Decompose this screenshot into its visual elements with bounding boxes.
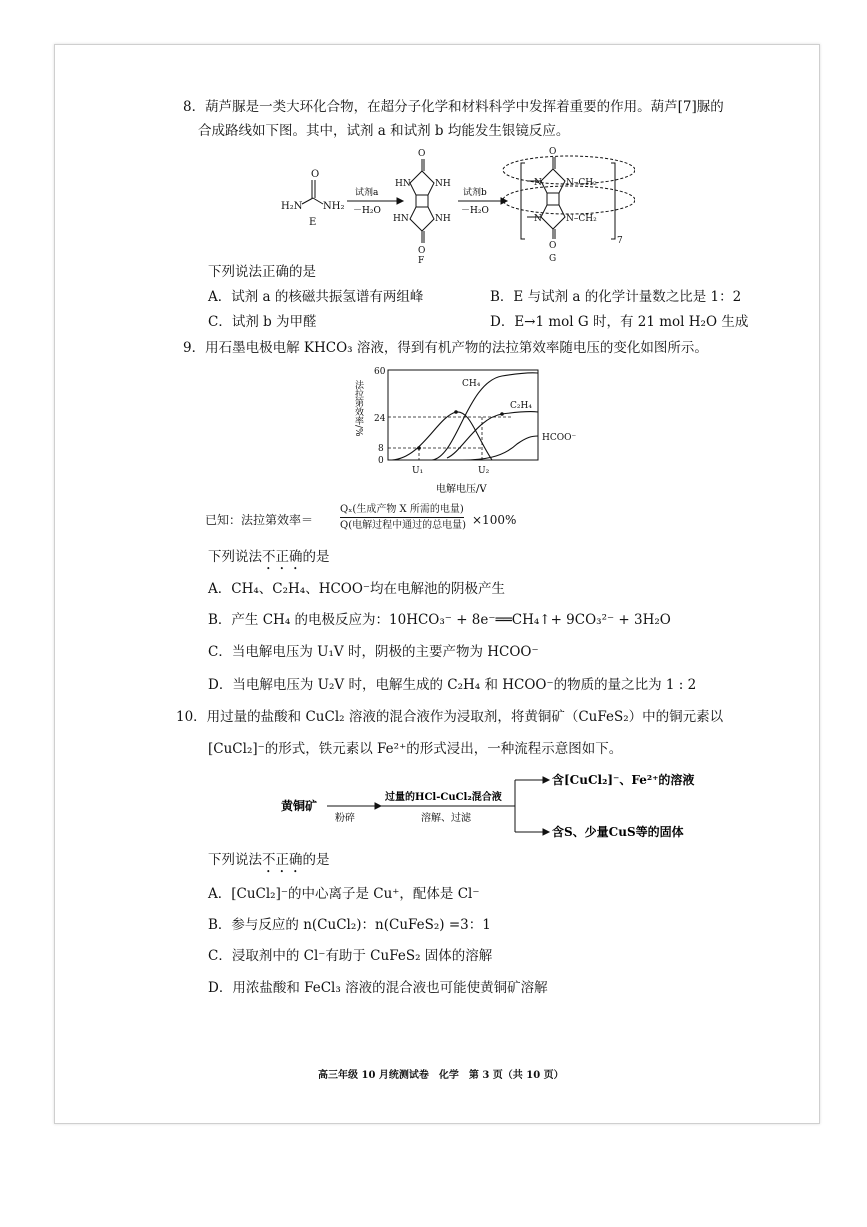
- q9-known-suffix: ×100%: [472, 513, 517, 527]
- label-c2h4: C₂H₄: [510, 401, 532, 411]
- q8-option-a: A．试剂 a 的核磁共振氢谱有两组峰: [208, 289, 424, 305]
- ytick-24: 24: [374, 414, 386, 424]
- q8-option-c: C．试剂 b 为甲醛: [208, 314, 317, 330]
- svg-text:O: O: [418, 149, 426, 159]
- page-footer: 高三年级 10 月统测试卷 化学 第 3 页（共 10 页）: [318, 1070, 564, 1081]
- q9-line1: 9．用石墨电极电解 KHCO₃ 溶液，得到有机产物的法拉第效率随电压的变化如图所示。: [183, 340, 708, 356]
- q9-option-d: D．当电解电压为 U₂V 时，电解生成的 C₂H₄ 和 HCOO⁻的物质的量之比为 1 : 2: [208, 677, 697, 693]
- q9-faraday-efficiency-chart: [352, 362, 582, 497]
- q9-option-c: C．当电解电压为 U₁V 时，阴极的主要产物为 HCOO⁻: [208, 644, 539, 660]
- chart-xlabel: 电解电压/V: [436, 484, 487, 495]
- label-ch4: CH₄: [462, 379, 481, 389]
- flow-out-solid: 含S、少量CuS等的固体: [552, 825, 684, 839]
- reagent-a: 试剂a: [355, 188, 379, 198]
- ytick-0: 0: [378, 456, 384, 466]
- svg-text:NH: NH: [435, 214, 451, 224]
- reagent-b: 试剂b: [463, 188, 487, 198]
- flow-ore: 黄铜矿: [281, 799, 318, 813]
- svg-text:O: O: [549, 241, 557, 251]
- svg-text:HN: HN: [393, 214, 409, 224]
- svg-text:O: O: [311, 169, 320, 180]
- q8-synthesis-scheme: [275, 143, 635, 263]
- label-G: G: [549, 254, 557, 263]
- svg-text:N: N: [534, 178, 542, 188]
- q9-known-numerator: Qₓ(生成产物 X 所需的电量): [340, 503, 464, 518]
- q9-option-b: B．产生 CH₄ 的电极反应为：10HCO₃⁻ + 8e⁻══CH₄↑+ 9CO₃²⁻ + 3H₂O: [208, 612, 671, 628]
- q10-option-b: B．参与反应的 n(CuCl₂)：n(CuFeS₂) =3：1: [208, 917, 491, 933]
- q8-option-b: B．E 与试剂 a 的化学计量数之比是 1：2: [490, 289, 742, 305]
- svg-text:O: O: [549, 147, 557, 157]
- svg-text:NH₂: NH₂: [323, 201, 345, 212]
- label-E: E: [309, 217, 317, 228]
- q10-option-a: A．[CuCl₂]⁻的中心离子是 Cu⁺，配体是 Cl⁻: [208, 886, 480, 902]
- curve-hcoo-peak: [392, 412, 492, 460]
- flow-out-solution: 含[CuCl₂]⁻、Fe²⁺的溶液: [552, 773, 695, 787]
- q10-line2: [CuCl₂]⁻的形式，铁元素以 Fe²⁺的形式浸出，一种流程示意图如下。: [208, 741, 623, 757]
- xtick-u1: U₁: [412, 466, 424, 476]
- svg-text:HN: HN: [395, 179, 411, 189]
- q8-option-d: D．E→1 mol G 时，有 21 mol H₂O 生成: [490, 314, 749, 330]
- xtick-u2: U₂: [478, 466, 490, 476]
- svg-text:N–CH₂: N–CH₂: [566, 214, 597, 224]
- svg-text:H₂N: H₂N: [281, 201, 303, 212]
- q8-stem: 下列说法正确的是: [208, 264, 316, 280]
- q9-option-a: A．CH₄、C₂H₄、HCOO⁻均在电解池的阴极产生: [208, 581, 506, 597]
- q9-known-denominator: Q(电解过程中通过的总电量): [340, 520, 467, 531]
- svg-text:NH: NH: [435, 179, 451, 189]
- curve-c2h4: [447, 412, 538, 458]
- svg-text:O: O: [418, 246, 426, 256]
- svg-text:N–CH₂: N–CH₂: [566, 178, 597, 188]
- flow-reagent: 过量的HCl-CuCl₂混合液: [385, 792, 502, 803]
- q10-flow-diagram: [275, 770, 735, 840]
- q10-option-c: C．浸取剂中的 Cl⁻有助于 CuFeS₂ 固体的溶解: [208, 948, 493, 964]
- minus-h2o-b: －H₂O: [461, 206, 489, 216]
- q8-line1: 8．葫芦脲是一类大环化合物，在超分子化学和材料科学中发挥着重要的作用。葫芦[7]脲的: [183, 99, 724, 115]
- label-hcoo: HCOO⁻: [542, 433, 577, 443]
- q8-line2: 合成路线如下图。其中，试剂 a 和试剂 b 均能发生银镜反应。: [198, 123, 570, 139]
- q9-stem: 下列说法不正确的是: [208, 549, 330, 565]
- flow-process: 溶解、过滤: [421, 813, 471, 824]
- label-F: F: [418, 256, 425, 263]
- chart-ylabel: 法拉第效率/%: [353, 380, 363, 437]
- svg-text:N: N: [534, 214, 542, 224]
- q10-line1: 10．用过量的盐酸和 CuCl₂ 溶液的混合液作为浸取剂，将黄铜矿（CuFeS₂）中的铜元素以: [176, 709, 724, 725]
- subscript-7: 7: [617, 236, 623, 246]
- ytick-60: 60: [374, 367, 386, 377]
- ytick-8: 8: [378, 444, 384, 454]
- flow-crush: 粉碎: [335, 813, 355, 824]
- q10-option-d: D．用浓盐酸和 FeCl₃ 溶液的混合液也可能使黄铜矿溶解: [208, 980, 548, 996]
- q9-known-prefix: 已知：法拉第效率＝: [205, 513, 314, 527]
- q10-stem: 下列说法不正确的是: [208, 852, 330, 868]
- minus-h2o-a: －H₂O: [353, 206, 381, 216]
